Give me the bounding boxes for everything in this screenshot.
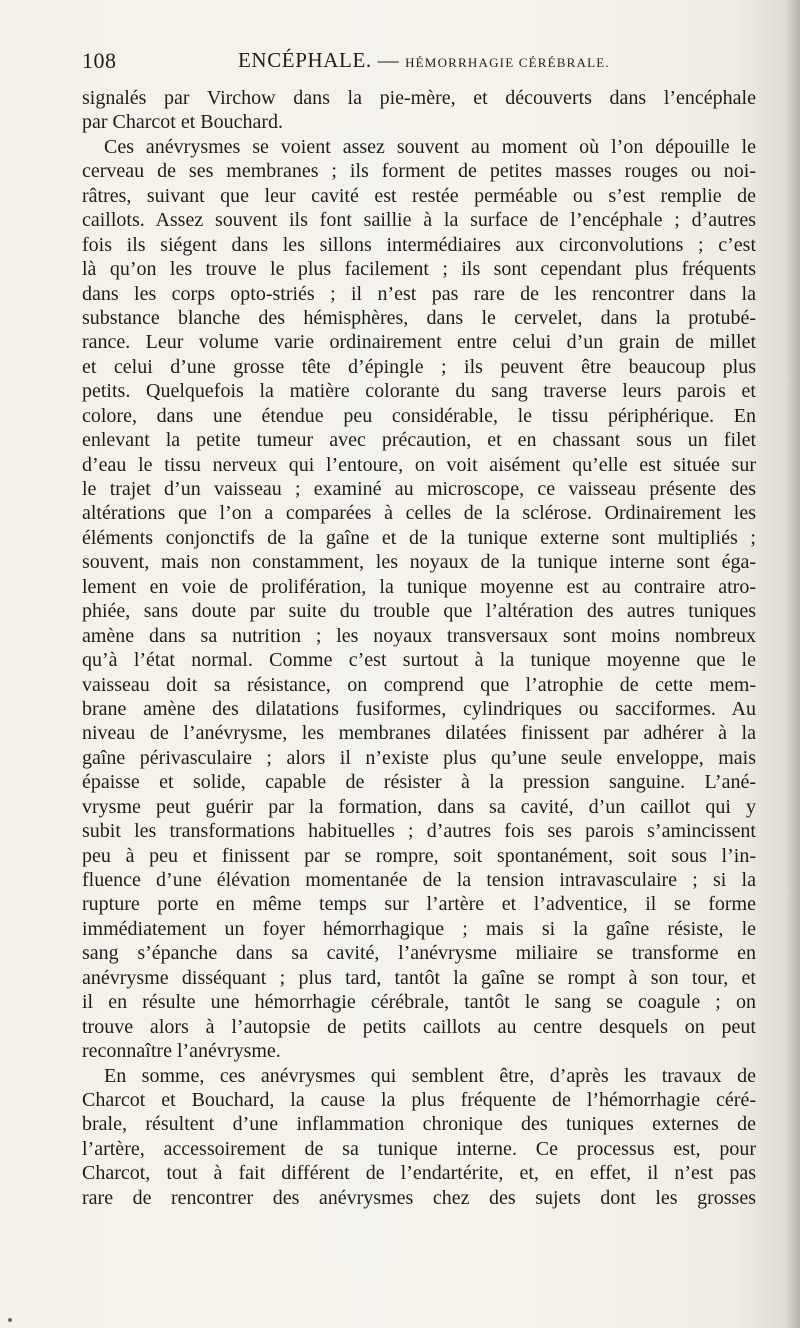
text-line: brale, résultent d’une inflammation chronique des tuniques externes de [82,1113,756,1136]
text-line: qu’à l’état normal. Comme c’est surtout à la tunique moyenne que le [82,649,756,672]
text-line: et celui d’une grosse tête d’épingle ; ils peuvent être beaucoup plus [82,355,756,378]
page-number: 108 [82,48,117,73]
text-line: Charcot et Bouchard, la cause la plus fréquente de l’hémorrhagie céré- [82,1088,756,1111]
text-line: fluence d’une élévation momentanée de la tension intravasculaire ; si la [82,869,756,891]
text-line: substance blanche des hémisphères, dans le cervelet, dans la protubé- [82,306,756,329]
running-head [238,48,610,73]
text-line: caillots. Assez souvent ils font saillie à la surface de l’encéphale ; d’autres [82,209,756,232]
text-line: signalés par Virchow dans la pie-mère, et découverts dans l’encéphale [82,87,756,109]
text-line: fois ils siégent dans les sillons intermédiaires aux circonvolutions ; c’est [82,233,756,256]
text-line: par Charcot et Bouchard. [82,111,284,134]
text-line: vrysme peut guérir par la formation, dans sa cavité, d’un caillot qui y [82,795,756,818]
text-line: lement en voie de prolifération, la tunique moyenne est au contraire atro- [82,575,756,598]
text-line: d’eau le tissu nerveux qui l’entoure, on voit aisément qu’elle est située sur [82,453,756,476]
text-line: phiée, sans doute par suite du trouble que l’altération des autres tuniques [82,600,756,623]
running-head-subtitle: HÉMORRHAGIE CÉRÉBRALE. [405,55,610,70]
text-line: rance. Leur volume varie ordinairement entre celui d’un grain de millet [82,331,756,354]
text-line: colore, dans une étendue peu considérable, le tissu périphérique. En [82,404,756,427]
text-line: reconnaître l’anévrysme. [82,1040,281,1063]
text-line: Ces anévrysmes se voient assez souvent au moment où l’on dépouille le [104,135,756,158]
text-line: éléments conjonctifs de la gaîne et de la tunique externe sont multipliés ; [82,526,756,549]
text-line: En somme, ces anévrysmes qui semblent être, d’après les travaux de [104,1064,756,1087]
text-line: épaisse et solide, capable de résister à la pression sanguine. L’ané- [82,771,756,794]
text-line: peu à peu et finissent par se rompre, soit spontanément, soit sous l’in- [82,844,756,867]
running-head-dash: — [377,48,400,72]
text-line: dans les corps opto-striés ; il n’est pas rare de les rencontrer dans la [82,282,756,305]
text-line: immédiatement un foyer hémorrhagique ; mais si la gaîne résiste, le [82,917,756,940]
text-line: anévrysme disséquant ; plus tard, tantôt la gaîne se rompt à son tour, et [82,966,756,989]
text-line: là qu’on les trouve le plus facilement ; ils sont cependant plus fréquents [82,258,756,281]
text-line: petits. Quelquefois la matière colorante du sang traverse leurs parois et [82,380,756,403]
text-line: altérations que l’on a comparées à celles de la sclérose. Ordinairement les [82,502,756,525]
text-line: brane amène des dilatations fusiformes, cylindriques ou sacciformes. Au [82,697,756,720]
page-header [82,48,760,80]
text-line: le trajet d’un vaisseau ; examiné au microscope, ce vaisseau présente des [82,478,756,500]
body-text [82,86,756,1210]
text-line: souvent, mais non constamment, les noyaux de la tunique interne sont éga- [82,551,756,574]
page-edge-shadow [786,0,800,1328]
text-line: l’artère, accessoirement de sa tunique interne. Ce processus est, pour [82,1137,756,1160]
text-line: gaîne périvasculaire ; alors il n’existe plus qu’une seule enveloppe, mais [82,746,756,769]
text-line: amène dans sa nutrition ; les noyaux transversaux sont moins nombreux [82,624,756,647]
text-line: il en résulte une hémorrhagie cérébrale, tantôt le sang se coagule ; on [82,991,756,1014]
running-head-title: ENCÉPHALE. [238,48,372,72]
text-line: Charcot, tout à fait différent de l’endartérite, et, en effet, il n’est pas [82,1162,756,1185]
text-line: rare de rencontrer des anévrysmes chez des sujets dont les grosses [82,1186,756,1209]
text-line: trouve alors à l’autopsie de petits caillots au centre desquels on peut [82,1015,756,1038]
text-line: enlevant la petite tumeur avec précaution, et en chassant sous un filet [82,429,756,452]
text-line: subit les transformations habituelles ; d’autres fois ses parois s’amincissent [82,820,756,843]
text-line: niveau de l’anévrysme, les membranes dilatées finissent par adhérer à la [82,722,756,745]
text-line: sang s’épanche dans sa cavité, l’anévrysme miliaire se transforme en [82,942,756,965]
text-line: vaisseau doit sa résistance, on comprend que l’atrophie de cette mem- [82,673,756,696]
text-line: cerveau de ses membranes ; ils forment de petites masses rouges ou noi- [82,160,756,183]
page-speck [8,1318,12,1322]
text-line: râtres, suivant que leur cavité est restée perméable ou s’est remplie de [82,184,756,207]
text-line: rupture porte en même temps sur l’artère et l’adventice, il se forme [82,893,756,916]
